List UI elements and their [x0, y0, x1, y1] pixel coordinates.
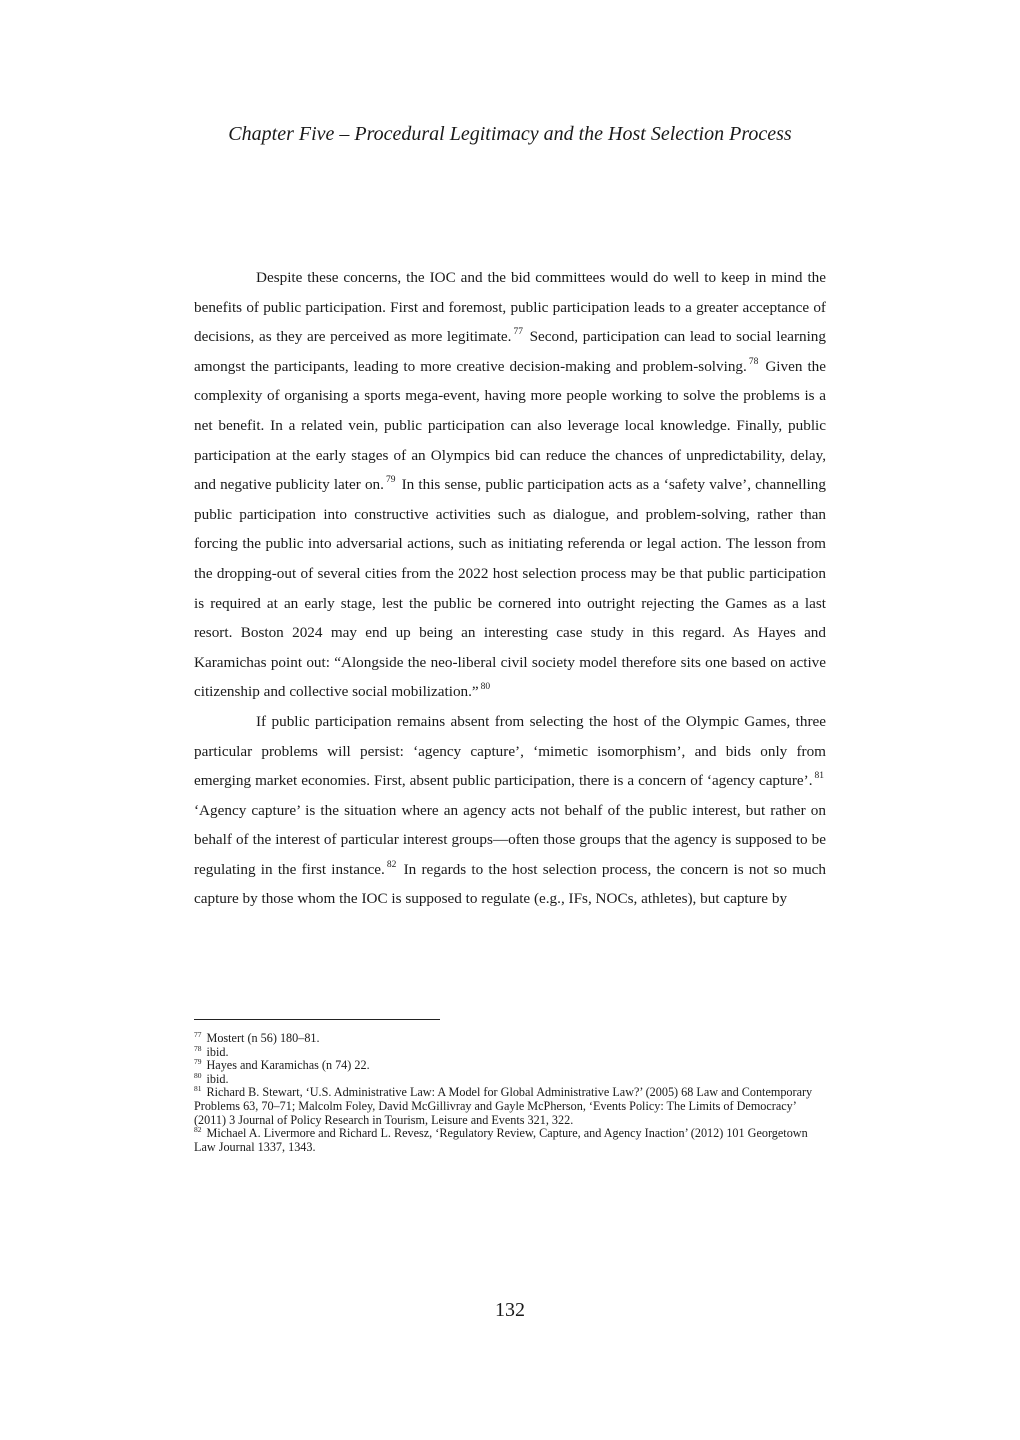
- footnote-text: Richard B. Stewart, ‘U.S. Administrative Law: A Model for Global Administrative Law?’ (2005) 68 Law and Contemporary Problems 63, 70–71; Malcolm Foley, David McGillivray and Gayle McPherson, ‘Events Policy: The Limits of Democracy’ (2011) 3 Journal of Policy Research in Tourism, Leisure and Events 321, 322.: [194, 1085, 813, 1127]
- running-header: Chapter Five – Procedural Legitimacy and the Host Selection Process: [228, 123, 792, 145]
- footnote-ref-80[interactable]: 80: [480, 682, 491, 693]
- footnote-number: 77: [194, 1030, 202, 1039]
- text-run: Despite these concerns, the IOC and the bid committees would do well to keep in mind the benefits of public participation. First and foremost, public participation leads to a greater acceptance of decisions, as they are perceived as more legitimate.: [194, 269, 826, 346]
- text-run: In this sense, public participation acts as a ‘safety valve’, channelling public participation into constructive activities such as dialogue, and problem-solving, rather than forcing the public into adversarial actions, such as initiating referenda or legal action. The lesson from the dropping-out of several cities from the 2022 host selection process may be that public participation is required at an early stage, lest the public be cornered into outright rejecting the Games as a last resort. Boston 2024 may end up being an interesting case study in this regard. As Hayes and Karamichas point out: “Alongside the neo-liberal civil society model therefore sits one based on active citizenship and collective social mobilization.”: [194, 476, 826, 701]
- footnote-number: 80: [194, 1070, 202, 1080]
- footnote: [194, 1059, 826, 1073]
- main-text: [194, 263, 826, 914]
- footnote-ref-79[interactable]: 79: [385, 475, 396, 486]
- footnote-text: ibid.: [206, 1071, 229, 1086]
- footnote-ref-77[interactable]: 77: [513, 327, 523, 338]
- footnote-text: ibid.: [206, 1044, 229, 1059]
- footnotes: [194, 1032, 826, 1154]
- paragraph-2: [194, 707, 826, 914]
- text-run: If public participation remains absent from selecting the host of the Olympic Games, three particular problems will persist: ‘agency capture’, ‘mimetic isomorphism’, and bids only from emerging market economies. First, absent public participation, there is a concern of ‘agency capture’.: [194, 712, 826, 790]
- footnote-number: 81: [194, 1084, 202, 1094]
- footnote-text: Mostert (n 56) 180–81.: [206, 1031, 320, 1045]
- page-number: 132: [495, 1299, 525, 1321]
- footnote-divider: [194, 1019, 440, 1020]
- footnote-ref-81[interactable]: 81: [814, 771, 824, 782]
- footnote: [194, 1086, 826, 1127]
- text-run: Second, participation can lead to social learning amongst the participants, leading to more creative decision-making and problem-solving.: [194, 328, 826, 375]
- footnote-number: 82: [194, 1125, 202, 1135]
- footnote: [194, 1032, 826, 1046]
- footnote-number: 79: [194, 1057, 202, 1067]
- text-run: In regards to the host selection process, the concern is not so much capture by those whom the IOC is supposed to regulate (e.g., IFs, NOCs, athletes), but capture by: [194, 860, 826, 908]
- footnote-ref-82[interactable]: 82: [386, 859, 397, 870]
- footnote-ref-78[interactable]: 78: [748, 356, 759, 367]
- paragraph-1: [194, 263, 826, 707]
- text-run: ‘Agency capture’ is the situation where an agency acts not behalf of the public interest, but rather on behalf of the interest of particular interest groups—often those groups that the agency is supposed to be regulating in the first instance.: [194, 801, 826, 878]
- footnote-number: 78: [194, 1043, 202, 1053]
- text-run: Given the complexity of organising a sports mega-event, having more people working to solve the problems is a net benefit. In a related vein, public participation can also leverage local knowledge. Finally, public participation at the early stages of an Olympics bid can reduce the chances of unpredictability, delay, and negative publicity later on.: [194, 357, 827, 494]
- footnote-text: Michael A. Livermore and Richard L. Revesz, ‘Regulatory Review, Capture, and Agency Inaction’ (2012) 101 Georgetown Law Journal 1337, 1343.: [194, 1126, 808, 1154]
- footnote: [194, 1127, 826, 1154]
- footnote-text: Hayes and Karamichas (n 74) 22.: [206, 1058, 370, 1073]
